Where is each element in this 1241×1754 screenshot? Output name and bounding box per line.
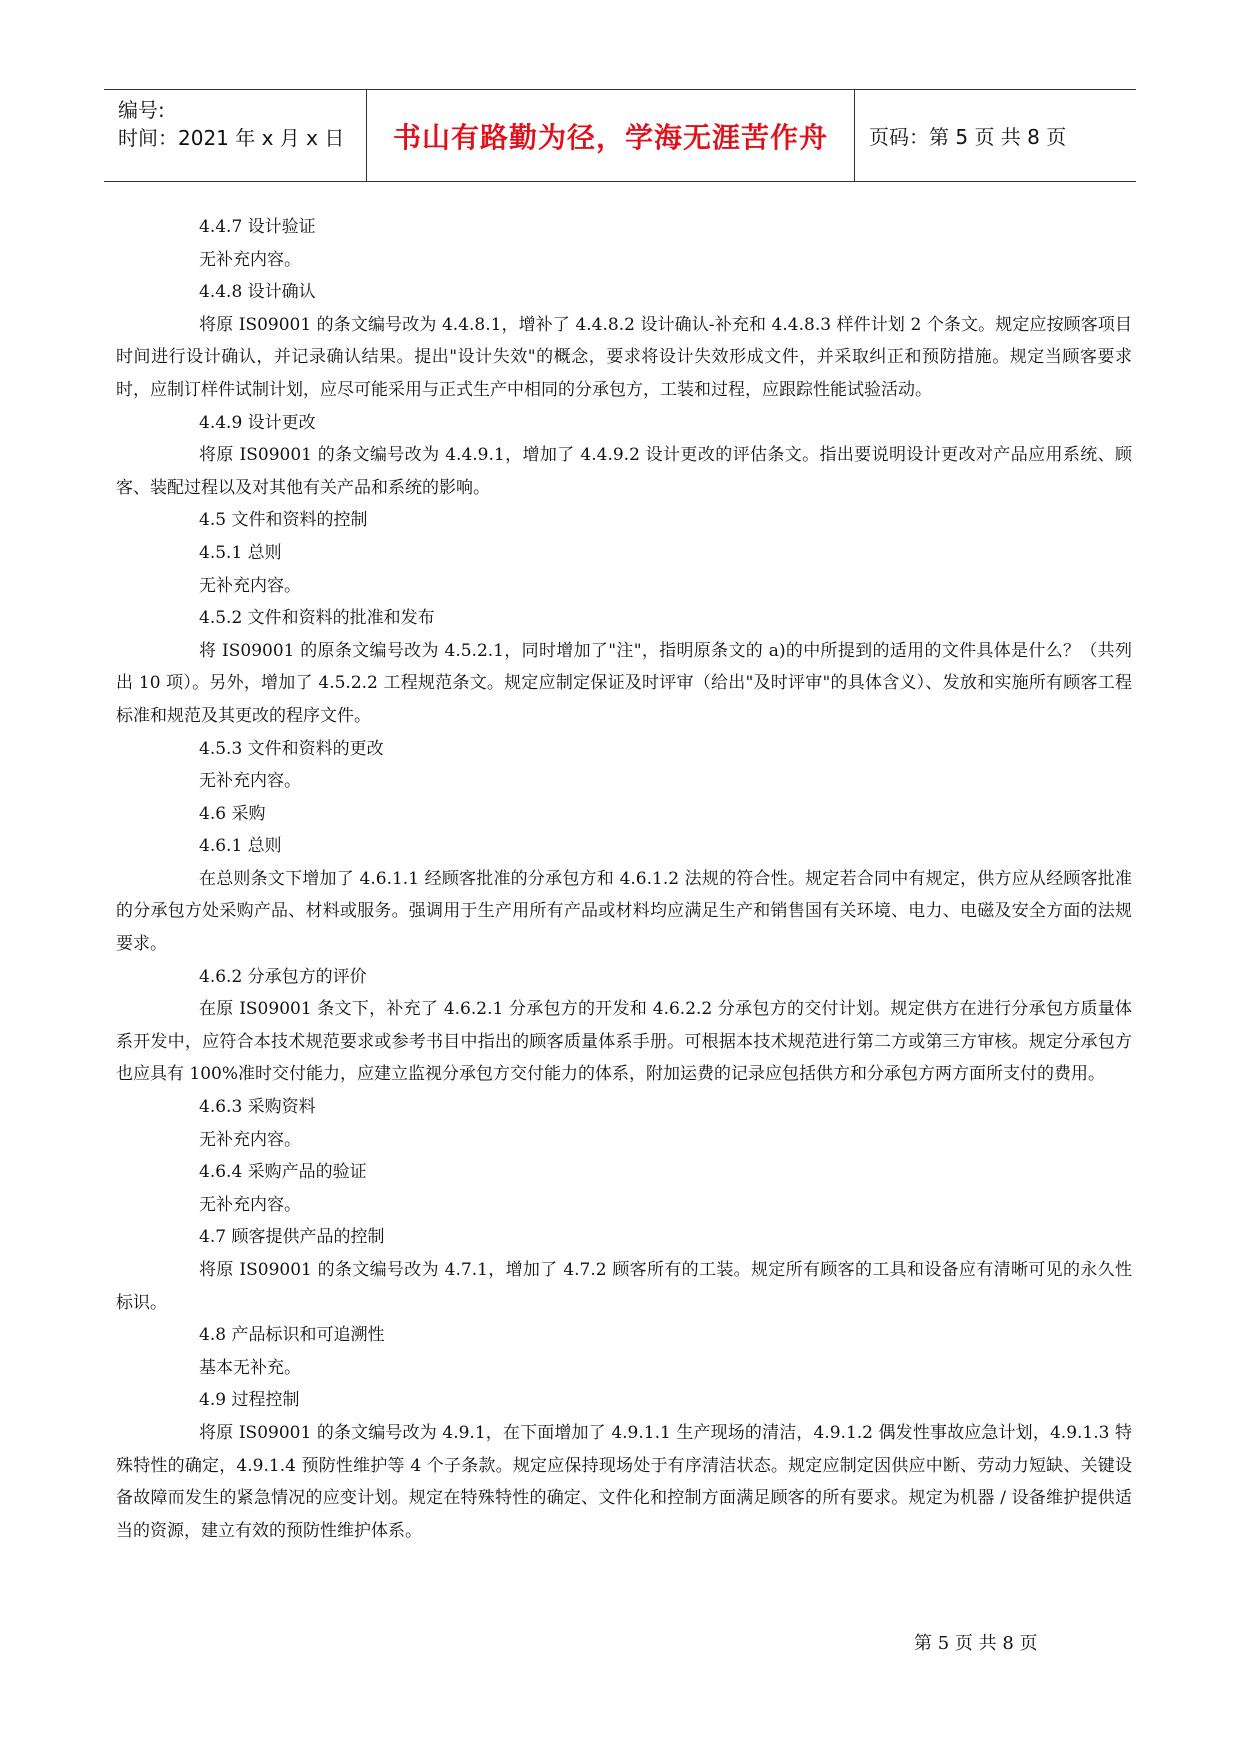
note-line: 无补充内容。 — [199, 771, 301, 792]
note-line: 无补充内容。 — [199, 249, 301, 270]
section-heading: 4.5.3 文件和资料的更改 — [199, 738, 384, 759]
document-body — [116, 211, 1132, 1547]
section-heading: 4.8 产品标识和可追溯性 — [199, 1325, 385, 1346]
section-heading: 4.6 采购 — [199, 803, 266, 824]
section-heading: 4.6.4 采购产品的验证 — [199, 1162, 367, 1183]
header-motto: 书山有路勤为径，学海无涯苦作舟 — [367, 90, 855, 181]
page-footer: 第 5 页 共 8 页 — [914, 1633, 1038, 1654]
section-heading: 4.4.9 设计更改 — [199, 412, 316, 433]
section-heading: 4.4.7 设计验证 — [199, 217, 316, 237]
section-heading: 4.6.1 总则 — [199, 836, 282, 857]
body-paragraph: 将原 IS09001 的条文编号改为 4.9.1，在下面增加了 4.9.1.1 生产现场的清洁，4.9.1.2 偶发性事故应急计划，4.9.1.3 特殊特性的确定，4.9.1.4 预防性维护等 4 个子条款。规定应保持现场处于有序清洁状态。规定应制定因供应中断、劳动力短缺、关键设备故障而发生的紧急情况的应变计划。规定在特殊特性的确定、文件化和控制方面满足顾客的所有要求。规定为机器 / 设备维护提供适当的资源，建立有效的预防性维护体系。 — [116, 1422, 1132, 1541]
section-heading: 4.5.1 总则 — [199, 542, 282, 563]
body-paragraph: 在原 IS09001 条文下，补充了 4.6.2.1 分承包方的开发和 4.6.2.2 分承包方的交付计划。规定供方在进行分承包方质量体系开发中，应符合本技术规范要求或参考书目中指出的顾客质量体系手册。可根据本技术规范进行第二方或第三方审核。规定分承包方也应具有 100%准时交付能力，应建立监视分承包方交付能力的体系，附加运费的记录应包括供方和分承包方两方面所支付的费用。 — [116, 999, 1132, 1085]
document-time-label: 时间：2021 年 x 月 x 日 — [118, 126, 345, 150]
body-paragraph: 将原 IS09001 的条文编号改为 4.7.1，增加了 4.7.2 顾客所有的工装。规定所有顾客的工具和设备应有清晰可见的永久性标识。 — [116, 1260, 1132, 1313]
header-page-info: 页码：第 5 页 共 8 页 — [869, 125, 1067, 149]
note-line: 无补充内容。 — [199, 575, 301, 596]
header-meta — [104, 90, 367, 181]
body-paragraph: 将原 IS09001 的条文编号改为 4.4.8.1，增补了 4.4.8.2 设计确认-补充和 4.4.8.3 样件计划 2 个条文。规定应按顾客项目时间进行设计确认，并记录确认结果。提出"设计失效"的概念，要求将设计失效形成文件，并采取纠正和预防措施。规定当顾客要求时，应制订样件试制计划，应尽可能采用与正式生产中相同的分承包方，工装和过程，应跟踪性能试验活动。 — [116, 314, 1132, 400]
body-paragraph: 将 IS09001 的原条文编号改为 4.5.2.1，同时增加了"注"，指明原条文的 a)的中所提到的适用的文件具体是什么？（共列出 10 项）。另外，增加了 4.5.2.2 工程规范条文。规定应制定保证及时评审（给出"及时评审"的具体含义）、发放和实施所有顾客工程标准和规范及其更改的程序文件。 — [116, 640, 1132, 726]
section-heading: 4.4.8 设计确认 — [199, 282, 316, 303]
page-header — [104, 89, 1136, 182]
body-paragraph: 将原 IS09001 的条文编号改为 4.4.9.1，增加了 4.4.9.2 设计更改的评估条文。指出要说明设计更改对产品应用系统、顾客、装配过程以及对其他有关产品和系统的影响。 — [116, 445, 1132, 498]
section-heading: 4.7 顾客提供产品的控制 — [199, 1227, 385, 1248]
document-number-label: 编号: — [118, 98, 165, 122]
body-paragraph: 在总则条文下增加了 4.6.1.1 经顾客批准的分承包方和 4.6.1.2 法规的符合性。规定若合同中有规定，供方应从经顾客批准的分承包方处采购产品、材料或服务。强调用于生产用所有产品或材料均应满足生产和销售国有关环境、电力、电磁及安全方面的法规要求。 — [116, 868, 1132, 955]
section-heading: 4.6.3 采购资料 — [199, 1097, 316, 1118]
section-heading: 4.6.2 分承包方的评价 — [199, 966, 367, 987]
note-line: 基本无补充。 — [199, 1357, 301, 1378]
section-heading: 4.5.2 文件和资料的批准和发布 — [199, 608, 435, 629]
section-heading: 4.5 文件和资料的控制 — [199, 510, 368, 531]
section-heading: 4.9 过程控制 — [199, 1390, 300, 1411]
note-line: 无补充内容。 — [199, 1194, 301, 1215]
note-line: 无补充内容。 — [199, 1129, 301, 1150]
